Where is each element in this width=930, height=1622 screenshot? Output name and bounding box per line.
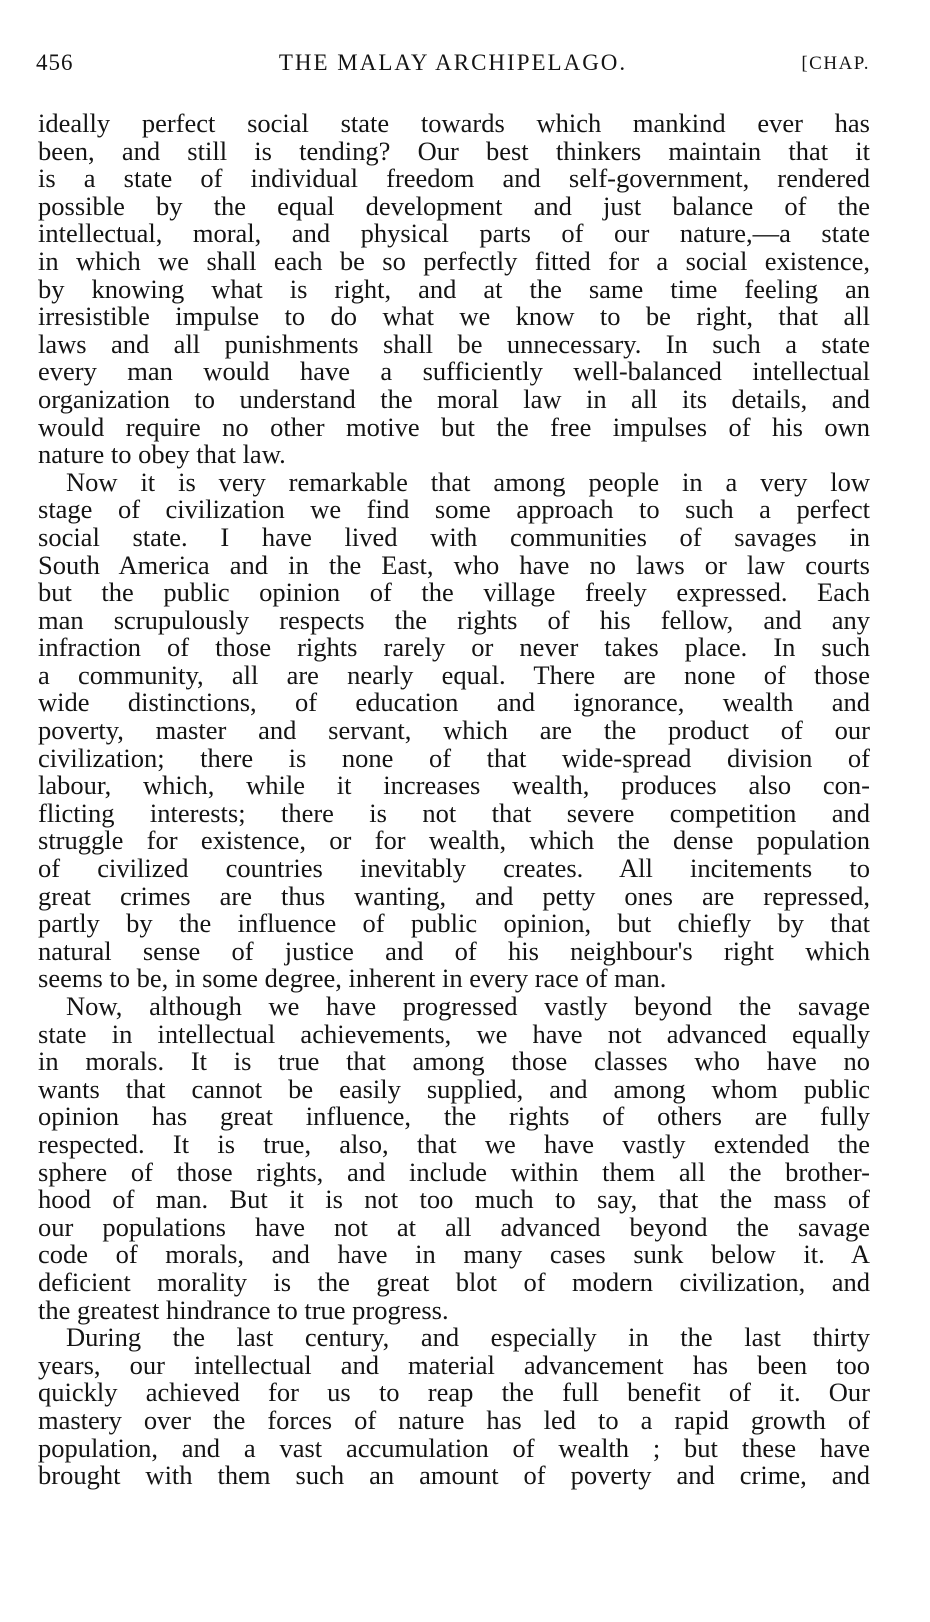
text-line: Now, although we have progressed vastly beyond the savage: [66, 991, 870, 1021]
text-line: a community, all are nearly equal. There are none of those: [38, 659, 870, 690]
text-line: the greatest hindrance to true progress.: [38, 1294, 449, 1325]
text-line: seems to be, in some degree, inherent in every race of man.: [38, 963, 667, 994]
text-line: is a state of individual freedom and self-government, rendered: [38, 163, 870, 194]
paragraph: [38, 110, 870, 469]
text-line: Now it is very remarkable that among people in a very low: [66, 466, 870, 497]
text-line: our populations have not at all advanced beyond the savage: [38, 1211, 870, 1242]
text-line: sphere of those rights, and include within them all the brother-: [38, 1156, 870, 1187]
text-line: in which we shall each be so perfectly fitted for a social existence,: [38, 245, 870, 276]
text-line: population, and a vast accumulation of wealth ; but these have: [38, 1432, 870, 1463]
paragraph: [38, 466, 870, 994]
text-line: respected. It is true, also, that we have vastly extended the: [38, 1128, 870, 1159]
text-line: wide distinctions, of education and ignorance, wealth and: [38, 687, 870, 718]
text-line: struggle for existence, or for wealth, which the dense population: [38, 825, 870, 856]
body-text: [38, 110, 870, 1490]
text-line: ideally perfect social state towards which mankind ever has: [38, 108, 870, 138]
text-line: stage of civilization we find some approach to such a perfect: [38, 494, 870, 525]
text-line: would require no other motive but the free impulses of his own: [38, 411, 870, 442]
running-title: THE MALAY ARCHIPELAGO.: [278, 50, 628, 75]
text-line: deficient morality is the great blot of modern civilization, and: [38, 1266, 870, 1297]
text-line: state in intellectual achievements, we have not advanced equally: [38, 1018, 870, 1049]
text-line: natural sense of justice and of his neighbour's right which: [38, 935, 870, 966]
text-line: poverty, master and servant, which are the product of our: [38, 715, 870, 746]
text-line: wants that cannot be easily supplied, and among whom public: [38, 1073, 870, 1104]
paragraph: [38, 993, 870, 1324]
chapter-marker: [CHAP.: [801, 53, 870, 74]
text-line: in morals. It is true that among those classes who have no: [38, 1046, 870, 1077]
text-line: quickly achieved for us to reap the full benefit of it. Our: [38, 1377, 870, 1408]
page-number: 456: [36, 50, 74, 75]
text-line: mastery over the forces of nature has led to a rapid growth of: [38, 1404, 870, 1435]
text-line: by knowing what is right, and at the same time feeling an: [38, 273, 870, 304]
text-line: opinion has great influence, the rights of others are fully: [38, 1101, 870, 1132]
text-line: flicting interests; there is not that severe competition and: [38, 797, 870, 828]
text-line: hood of man. But it is not too much to say, that the mass of: [38, 1184, 870, 1215]
text-line: partly by the influence of public opinion, but chiefly by that: [38, 908, 870, 939]
text-line: civilization; there is none of that wide-spread division of: [38, 742, 870, 773]
text-line: but the public opinion of the village freely expressed. Each: [38, 577, 870, 608]
text-line: organization to understand the moral law in all its details, and: [38, 383, 870, 414]
text-line: years, our intellectual and material advancement has been too: [38, 1349, 870, 1380]
text-line: irresistible impulse to do what we know to be right, that all: [38, 301, 870, 332]
text-line: South America and in the East, who have no laws or law courts: [38, 549, 870, 580]
text-line: During the last century, and especially in the last thirty: [66, 1322, 870, 1353]
paragraph: [38, 1324, 870, 1490]
text-line: labour, which, while it increases wealth, produces also con-: [38, 770, 870, 801]
text-line: every man would have a sufficiently well-balanced intellectual: [38, 356, 870, 387]
text-line: code of morals, and have in many cases sunk below it. A: [38, 1239, 870, 1270]
text-line: infraction of those rights rarely or never takes place. In such: [38, 632, 870, 663]
running-head: [36, 50, 870, 82]
text-line: intellectual, moral, and physical parts of our nature,—a state: [38, 218, 870, 249]
text-line: social state. I have lived with communities of savages in: [38, 521, 870, 552]
text-line: man scrupulously respects the rights of his fellow, and any: [38, 604, 870, 635]
text-line: brought with them such an amount of poverty and crime, and: [38, 1460, 870, 1491]
text-line: nature to obey that law.: [38, 439, 286, 470]
text-line: laws and all punishments shall be unnecessary. In such a state: [38, 328, 870, 359]
text-line: been, and still is tending? Our best thinkers maintain that it: [38, 135, 870, 166]
text-line: great crimes are thus wanting, and petty ones are repressed,: [38, 880, 870, 911]
text-line: of civilized countries inevitably creates. All incitements to: [38, 853, 870, 884]
text-line: possible by the equal development and just balance of the: [38, 190, 870, 221]
